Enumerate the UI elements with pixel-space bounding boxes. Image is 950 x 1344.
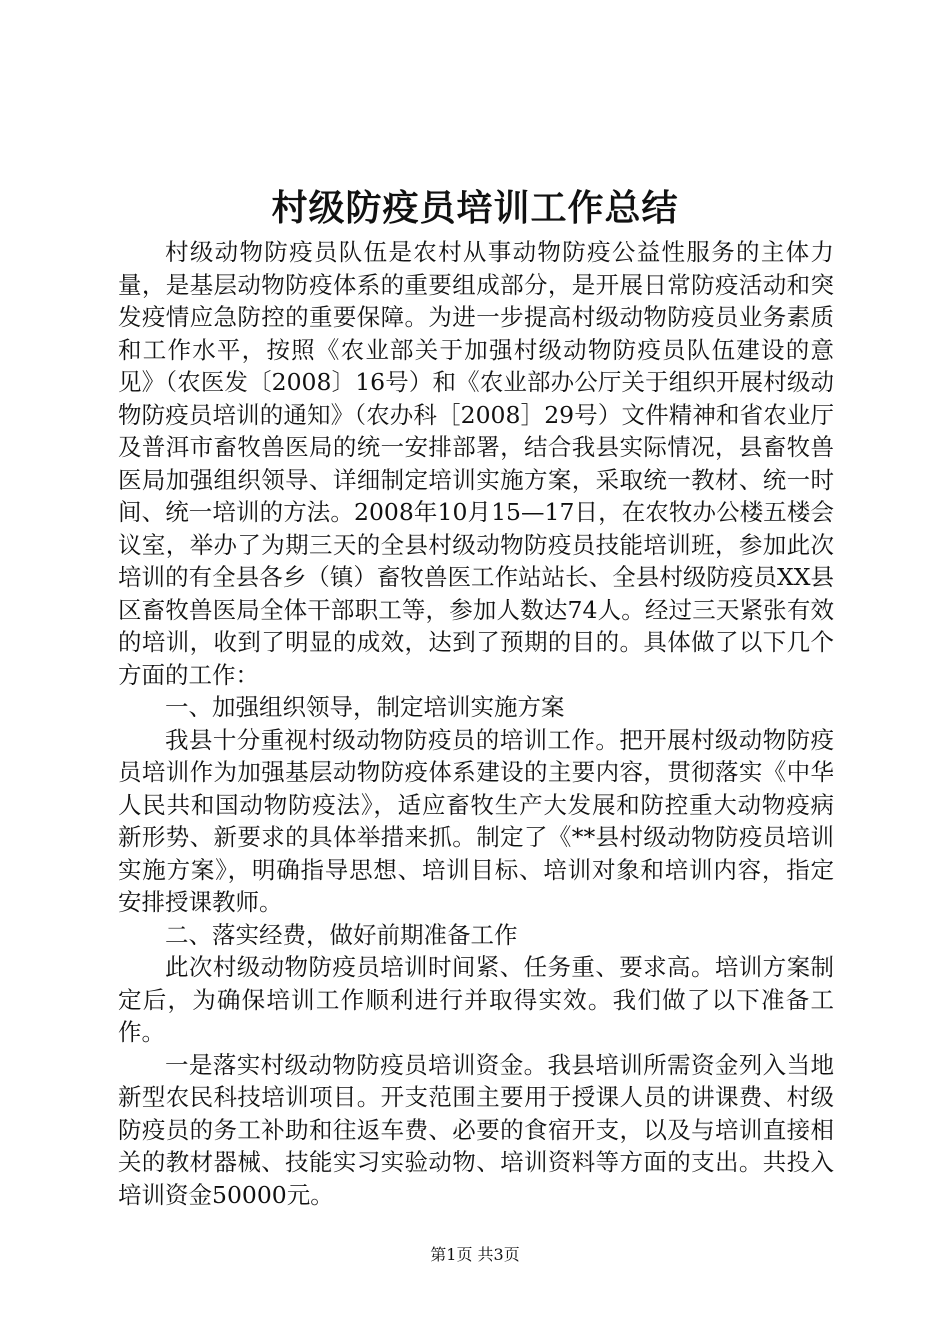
paragraph-section-1: 我县十分重视村级动物防疫员的培训工作。把开展村级动物防疫员培训作为加强基层动物防疫体系建设的主要内容，贯彻落实《中华人民共和国动物防疫法》，适应畜牧生产大发展和防控重大动物疫病新形势、新要求的具体举措来抓。制定了《**县村级动物防疫员培训实施方案》，明确指导思想、培训目标、培训对象和培训内容，指定安排授课教师。: [118, 725, 834, 916]
page-number-footer: 第1页 共3页: [430, 1245, 520, 1264]
paragraph-funding: 一是落实村级动物防疫员培训资金。我县培训所需资金列入当地新型农民科技培训项目。开支范围主要用于授课人员的讲课费、村级防疫员的务工补助和往返车费、必要的食宿开支，以及与培训直接相关的教材器械、技能实习实验动物、培训资料等方面的支出。共投入培训资金50000元。: [118, 1050, 834, 1209]
heading-section-1: 一、加强组织领导，制定培训实施方案: [165, 693, 565, 721]
paragraph-section-2: 此次村级动物防疫员培训时间紧、任务重、要求高。培训方案制定后，为确保培训工作顺利进行并取得实效。我们做了以下准备工作。: [118, 953, 834, 1046]
paragraph-intro: 村级动物防疫员队伍是农村从事动物防疫公益性服务的主体力量，是基层动物防疫体系的重要组成部分，是开展日常防疫活动和突发疫情应急防控的重要保障。为进一步提高村级动物防疫员业务素质和工作水平，按照《农业部关于加强村级动物防疫员队伍建设的意见》（农医发〔2008〕16号）和《农业部办公厅关于组织开展村级动物防疫员培训的通知》（农办科［2008］29号）文件精神和省农业厅及普洱市畜牧兽医局的统一安排部署，结合我县实际情况，县畜牧兽医局加强组织领导、详细制定培训实施方案，采取统一教材、统一时间、统一培训的方法。2008年10月15—17日，在农牧办公楼五楼会议室，举办了为期三天的全县村级动物防疫员技能培训班，参加此次培训的有全县各乡（镇）畜牧兽医工作站站长、全县村级防疫员XX县区畜牧兽医局全体干部职工等，参加人数达74人。经过三天紧张有效的培训，收到了明显的成效，达到了预期的目的。具体做了以下几个方面的工作：: [118, 238, 834, 689]
document-title: 村级防疫员培训工作总结: [271, 187, 679, 229]
heading-section-2: 二、落实经费，做好前期准备工作: [165, 920, 518, 949]
document-body: [118, 236, 834, 1211]
